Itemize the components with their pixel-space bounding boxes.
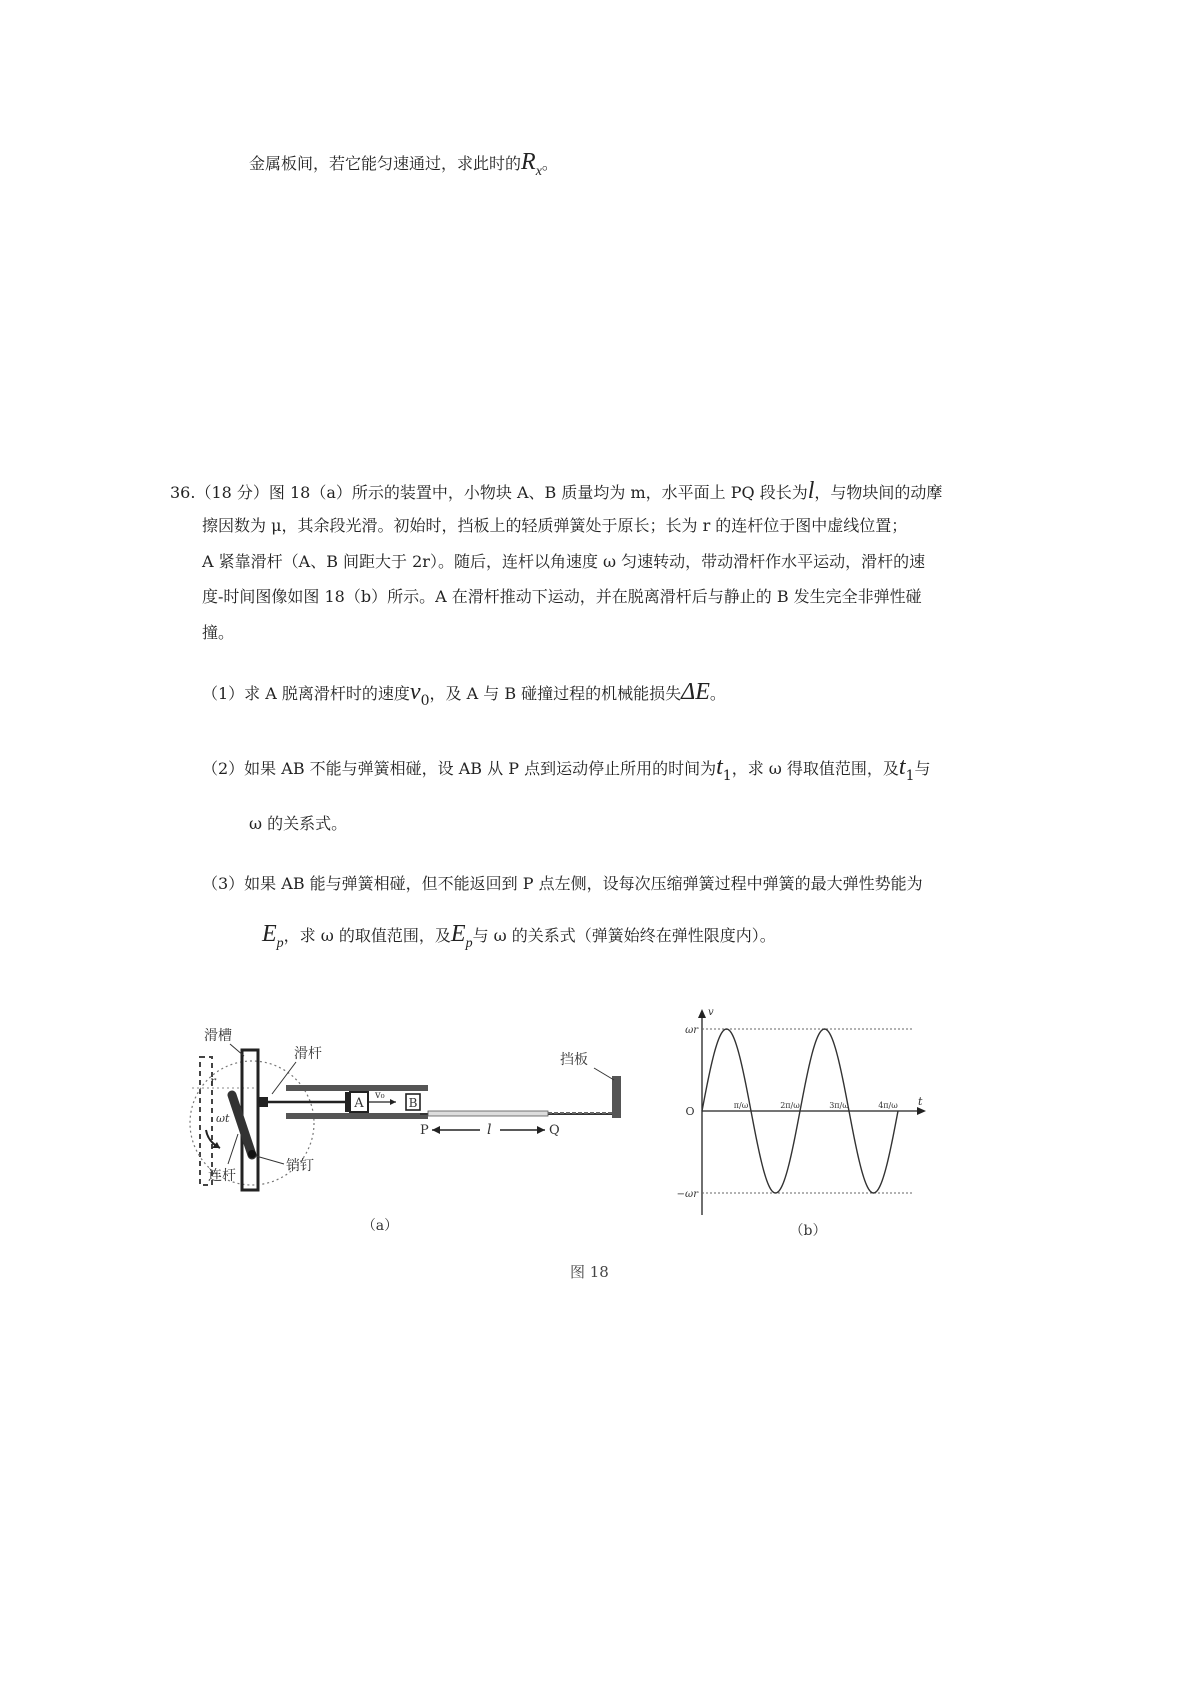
v0-arrow-head bbox=[390, 1099, 396, 1105]
figure-b-caption: （b） bbox=[789, 1223, 827, 1239]
figure-a-mechanism bbox=[180, 1030, 700, 1240]
pin-leader bbox=[256, 1156, 284, 1164]
rx-subscript: x bbox=[535, 164, 542, 179]
t1-subscript: 1 bbox=[722, 768, 732, 784]
t-axis-label: t bbox=[918, 1095, 923, 1108]
board-label: 挡板 bbox=[560, 1052, 588, 1068]
l-symbol: l bbox=[807, 478, 815, 504]
point-q-label: Q bbox=[549, 1123, 560, 1138]
point-p-label: P bbox=[420, 1123, 429, 1138]
l-arrow-left-head bbox=[432, 1126, 440, 1134]
t1-symbol-2: t bbox=[898, 754, 906, 780]
question-2-line-2: ω 的关系式。 bbox=[249, 814, 348, 833]
question-3: （3）如果 AB 能与弹簧相碰，但不能返回到 P 点左侧，设每次压缩弹簧过程中弹簧的最大弹性势能为 bbox=[202, 874, 923, 893]
connector-block bbox=[258, 1097, 268, 1107]
rod-label: 滑杆 bbox=[294, 1046, 322, 1062]
r-label: r bbox=[210, 1074, 216, 1088]
q2-text-c: 与 bbox=[914, 759, 931, 778]
q2-text-b: ，求 ω 得取值范围，及 bbox=[731, 759, 899, 778]
t-axis-arrow bbox=[917, 1107, 926, 1115]
neg-wr-label: −ωr bbox=[676, 1189, 698, 1200]
top-line bbox=[249, 150, 558, 178]
l-arrow-right-head bbox=[537, 1126, 545, 1134]
problem-intro-b: ，与物块间的动摩 bbox=[814, 483, 943, 502]
question-1 bbox=[202, 680, 726, 707]
tick-label-4: 4π/ω bbox=[878, 1101, 898, 1110]
problem-number: 36. bbox=[170, 483, 196, 502]
problem-line-1 bbox=[170, 479, 942, 505]
problem-points: （18 分） bbox=[195, 483, 269, 502]
ep-symbol: E bbox=[262, 921, 277, 947]
q1-text-a: （1）求 A 脱离滑杆时的速度 bbox=[202, 684, 410, 703]
top-line-text: 金属板间，若它能匀速通过，求此时的 bbox=[249, 154, 522, 173]
pin bbox=[248, 1150, 256, 1158]
problem-line-2: 擦因数为 μ，其余段光滑。初始时，挡板上的轻质弹簧处于原长；长为 r 的连杆位于图中虚线位置； bbox=[202, 516, 908, 535]
t1-symbol: t bbox=[716, 754, 723, 780]
origin-label: O bbox=[685, 1105, 695, 1118]
q2-text-a: （2）如果 AB 不能与弹簧相碰，设 AB 从 P 点到运动停止所用的时间为 bbox=[202, 759, 717, 778]
q1-text-c: 。 bbox=[709, 684, 726, 703]
ep-subscript-2: p bbox=[465, 936, 473, 951]
v-axis-label: v bbox=[708, 1007, 714, 1018]
ep-subscript: p bbox=[276, 936, 284, 951]
block-a-label: A bbox=[354, 1096, 364, 1111]
question-3-line-2 bbox=[262, 922, 776, 950]
wr-label: ωr bbox=[685, 1025, 698, 1036]
figure-a-caption: （a） bbox=[361, 1218, 399, 1234]
board bbox=[612, 1076, 621, 1118]
tick-label-1: π/ω bbox=[733, 1101, 749, 1110]
v0-symbol: v bbox=[409, 679, 421, 705]
top-line-end: 。 bbox=[541, 154, 558, 173]
problem-line-4: 度-时间图像如图 18（b）所示。A 在滑杆推动下运动，并在脱离滑杆后与静止的 B 发生完全非弹性碰 bbox=[202, 587, 922, 606]
q3-text-b: 与 ω 的关系式（弹簧始终在弹性限度内）。 bbox=[472, 926, 776, 945]
problem-line-5: 撞。 bbox=[202, 623, 235, 642]
t1-subscript-2: 1 bbox=[905, 768, 915, 784]
rail-bottom bbox=[286, 1113, 428, 1119]
figure-b-vt-chart bbox=[676, 1005, 990, 1239]
problem-intro-a: 图 18（a）所示的装置中，小物块 A、B 质量均为 m，水平面上 PQ 段长为 bbox=[268, 483, 808, 502]
v0-subscript: 0 bbox=[420, 693, 430, 709]
question-2 bbox=[202, 755, 931, 782]
q3-text-a: ，求 ω 的取值范围，及 bbox=[283, 926, 451, 945]
ep-symbol-2: E bbox=[450, 921, 466, 947]
rail-top bbox=[286, 1085, 428, 1091]
wt-label: ωt bbox=[216, 1112, 230, 1125]
delta-e-symbol: ΔE bbox=[681, 679, 710, 705]
block-b-label: B bbox=[408, 1096, 418, 1110]
link-label: 连杆 bbox=[208, 1168, 236, 1184]
pin-label: 销钉 bbox=[286, 1158, 314, 1174]
tick-label-2: 2π/ω bbox=[780, 1101, 800, 1110]
v0-label: v₀ bbox=[375, 1090, 385, 1101]
slot-label: 滑槽 bbox=[204, 1028, 232, 1044]
l-label: l bbox=[487, 1122, 492, 1138]
friction-zone bbox=[428, 1111, 548, 1116]
figure-caption: 图 18 bbox=[570, 1263, 609, 1281]
rx-symbol: R bbox=[521, 149, 536, 175]
tick-label-3: 3π/ω bbox=[829, 1101, 849, 1110]
board-leader bbox=[594, 1068, 614, 1080]
problem-line-3: A 紧靠滑杆（A、B 间距大于 2r）。随后，连杆以角速度 ω 匀速转动，带动滑杆作水平运动，滑杆的速 bbox=[202, 552, 926, 571]
q1-text-b: ，及 A 与 B 碰撞过程的机械能损失 bbox=[429, 684, 682, 703]
link-leader bbox=[228, 1134, 238, 1164]
v-axis-arrow bbox=[698, 1009, 706, 1018]
